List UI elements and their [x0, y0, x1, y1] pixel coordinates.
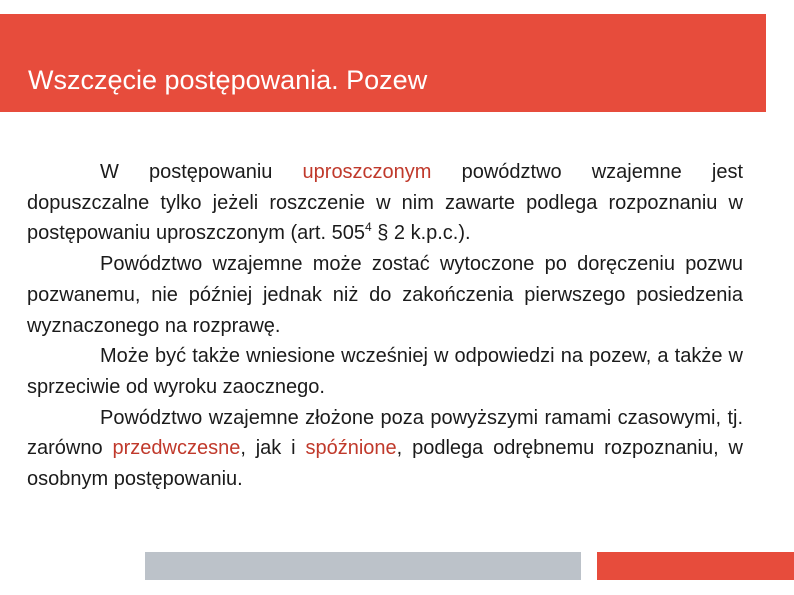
- title-bar: [0, 14, 766, 112]
- paragraph-4: Powództwo wzajemne złożone poza powyższymi ramami czasowymi, tj. zarówno przedwczesne, jak i spóźnione, podlega odrębnemu rozpoznaniu, w osobnym postępowaniu.: [27, 406, 743, 491]
- slide-title: Wszczęcie postępowania. Pozew: [28, 65, 428, 95]
- superscript: 4: [364, 220, 372, 235]
- paragraph-3: Może być także wniesione wcześniej w odpowiedzi na pozew, a także w sprzeciwie od wyroku zaocznego.: [27, 345, 743, 398]
- highlight-uproszczonym: uproszczonym: [302, 161, 432, 183]
- paragraph-2: Powództwo wzajemne może zostać wytoczone po doręczeniu pozwu pozwanemu, nie później jednak niż do zakończenia pierwszego posiedzenia wyznaczonego na rozprawę.: [27, 253, 743, 337]
- highlight-przedwczesne: przedwczesne: [112, 437, 241, 460]
- footer-gray-bar: [145, 552, 581, 580]
- paragraph-1: W postępowaniu uproszczonym powództwo wzajemne jest dopuszczalne tylko jeżeli roszczenie w nim zawarte podlega rozpoznaniu w postępowaniu uproszczonym (art. $505^4$ § 2 k.p.c.).: [27, 161, 744, 245]
- highlight-spoznione: spóźnione: [305, 437, 397, 460]
- footer-red-bar: [597, 552, 794, 580]
- slide-body: [27, 157, 743, 495]
